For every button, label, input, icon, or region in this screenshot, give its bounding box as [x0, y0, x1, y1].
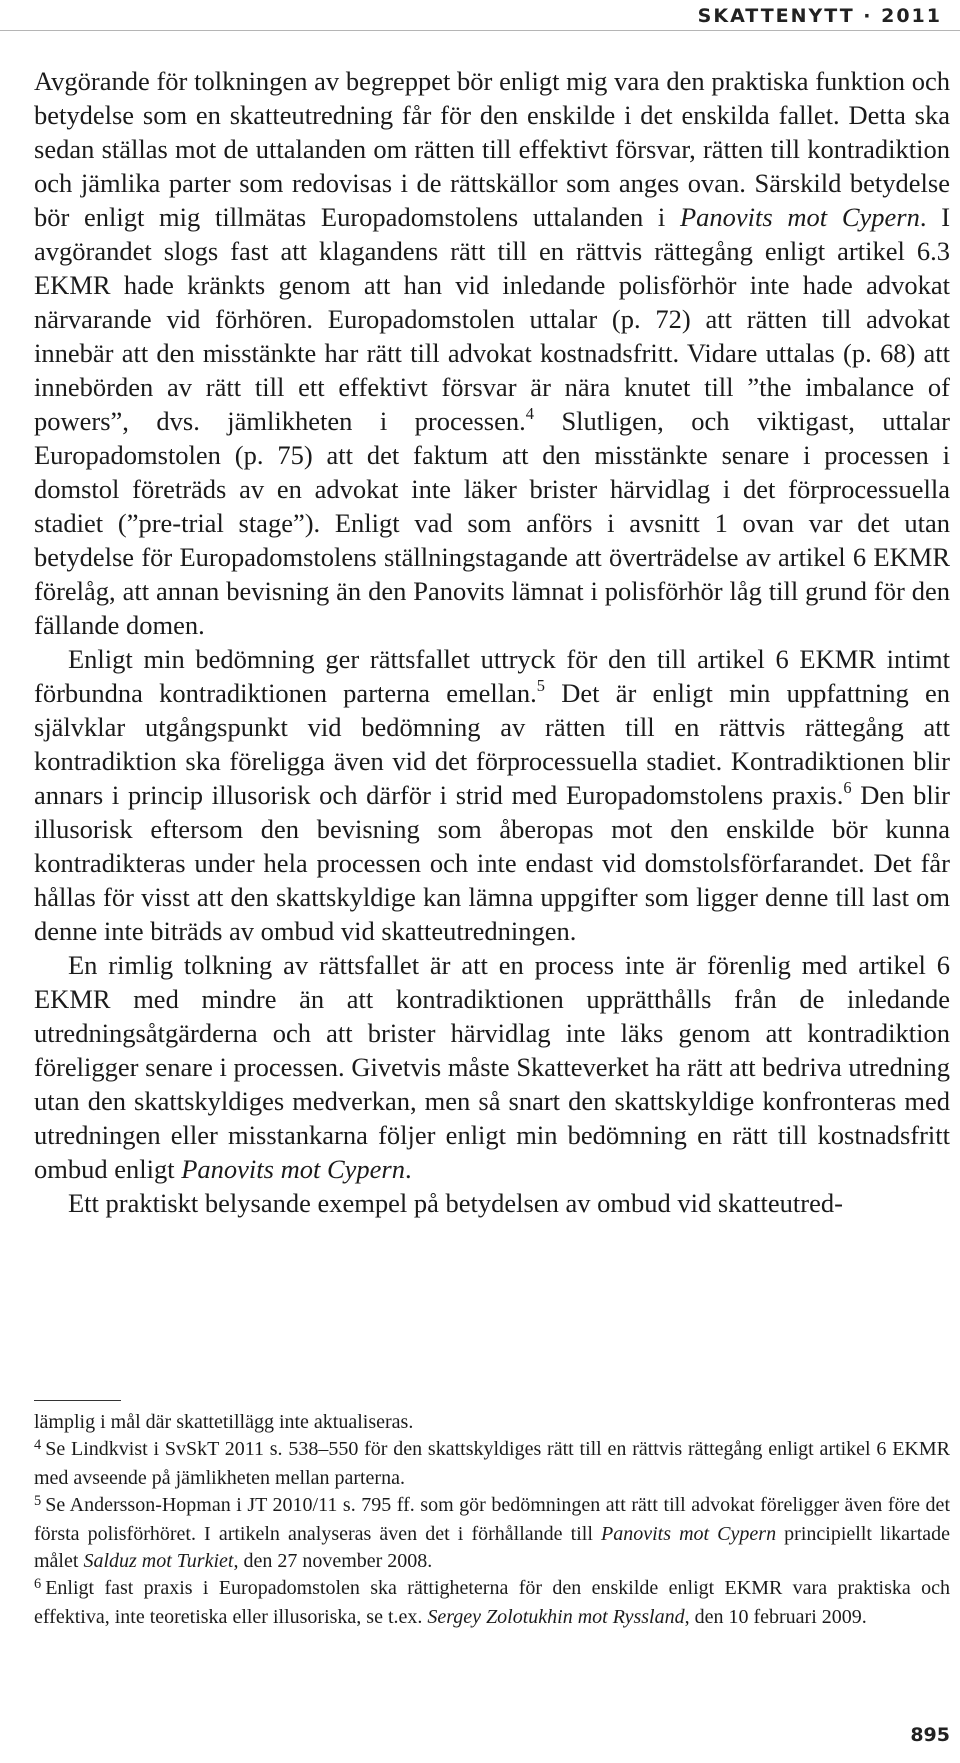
body-text: [34, 64, 950, 1220]
footnote-5: [34, 1492, 950, 1575]
case-citation-panovits: Panovits mot Cypern: [679, 202, 920, 232]
paragraph-2: [34, 642, 950, 948]
footnote-continued: lämplig i mål där skattetillägg inte aktualiseras.: [34, 1411, 414, 1433]
footnote-ref-4: 4: [525, 404, 534, 424]
footnote-5-text-b: principiellt likartade målet: [34, 1523, 951, 1572]
footnote-4: [34, 1436, 950, 1492]
paragraph-4: Ett praktiskt belysande exempel på betydelsen av ombud vid skatteutred-: [68, 1188, 843, 1218]
paragraph-1-text-c: Slutligen, och viktigast, uttalar Europadomstolen (p. 75) att det faktum att den misstänkte senare i processen i domstol företräds av en advokat inte läker brister härvidlag i det förprocessuella stadiet (”pre-trial stage”). Enligt vad som anförs i avsnitt 1 ovan var det utan betydelse för Europadomstolens ställningstagande att överträdelse av artikel 6 EKMR förelåg, att annan bevisning än den Panovits lämnat i polisförhör låg till grund för den fällande domen.: [34, 406, 950, 640]
footnote-5-text-a: Se Andersson-Hopman i JT 2010/11 s. 795 ff. som gör bedömningen att rätt till advokat föreligger även före det första polisförhöret. I artikeln analyseras även det i förhållande till: [34, 1494, 950, 1545]
footnote-5-case-panovits: Panovits mot Cypern: [600, 1523, 777, 1545]
footnote-6-number: 6: [34, 1576, 42, 1593]
header-rule: [0, 30, 960, 31]
paragraph-3-text-a: En rimlig tolkning av rättsfallet är att en process inte är förenlig med artikel 6 EKMR med mindre än att kontradiktionen upprätthålls från de inledande utredningsåtgärderna och att brister härvidlag inte läks genom att kontradiktion föreligger senare i processen. Givetvis måste Skatteverket ha rätt att bedriva utredning utan den skattskyldiges medverkan, men så snart den skattskyldige konfronteras med utredningen eller misstankarna följer enligt min bedömning en rätt till kostnadsfritt ombud enligt: [34, 950, 950, 1184]
paragraph-2-text-c: Den blir illusorisk eftersom den bevisning som åberopas mot den enskilde bör kunna kontradikteras under hela processen och inte endast vid domstolsförfarandet. Det får hållas för visst att den skattskyldige kan lämna uppgifter som ligger denne till last om denne inte biträds av ombud vid skatteutredningen.: [34, 780, 950, 946]
paragraph-3-text-b: .: [404, 1154, 412, 1184]
paragraph-3: [34, 948, 950, 1186]
paragraph-2-text-a: Enligt min bedömning ger rättsfallet uttryck för den till artikel 6 EKMR intimt förbundna kontradiktionen parterna emellan.: [34, 644, 950, 708]
paragraph-1: [34, 64, 950, 642]
paragraph-1-text-b: . I avgörandet slogs fast att klagandens rätt till en rättvis rättegång enligt artikel 6.3 EKMR hade kränkts genom att han vid inledande polisförhör inte hade advokat närvarande vid förhören. Europadomstolen uttalar (p. 72) att rätten till advokat innebär att den misstänkte har rätt till advokat kostnadsfritt. Vidare uttalas (p. 68) att innebörden av rätt till ett effektivt försvar är nära knutet till ”the imbalance of powers”, dvs. jämlikheten i processen.: [34, 202, 951, 436]
paragraph-1-text-a: Avgörande för tolkningen av begreppet bör enligt mig vara den praktiska funktion och betydelse som en skatteutredning får för den enskilde i det enskilda fallet. Detta ska sedan ställas mot de uttalanden om rätten till effektivt försvar, rätten till kontradiktion och jämlika parter som redovisas i de rättskällor som anges ovan. Särskild betydelse bör enligt mig tillmätas Europadomstolens uttalanden i: [34, 66, 950, 232]
footnote-6-case-zolotukhin: Sergey Zolotukhin mot Ryssland: [427, 1606, 685, 1628]
case-citation-panovits-2: Panovits mot Cypern: [181, 1154, 405, 1184]
footnote-6: [34, 1575, 950, 1631]
footnotes: [34, 1409, 950, 1631]
page-number: 895: [910, 1724, 950, 1746]
footnote-5-case-salduz: Salduz mot Turkiet: [83, 1550, 234, 1572]
footnote-5-number: 5: [34, 1493, 42, 1510]
footnote-4-number: 4: [34, 1437, 42, 1454]
footnote-6-text-a: Enligt fast praxis i Europadomstolen ska rättigheterna för den enskilde enligt EKMR vara praktiska och effektiva, inte teoretiska eller illusoriska, se t.ex.: [34, 1577, 950, 1628]
footnote-6-text-b: , den 10 februari 2009.: [684, 1606, 867, 1628]
footnote-ref-6: 6: [843, 778, 852, 798]
paragraph-2-text-b: Det är enligt min uppfattning en självklar utgångspunkt vid bedömning av rätten till en rättvis rättegång att kontradiktion ska föreligga även vid det förprocessuella stadiet. Kontradiktionen blir annars i princip illusorisk och därför i strid med Europadomstolens praxis.: [34, 678, 950, 810]
footnote-5-text-c: , den 27 november 2008.: [233, 1550, 433, 1572]
running-header: SKATTENYTT · 2011: [697, 5, 942, 27]
footnote-ref-5: 5: [536, 676, 545, 696]
footnote-rule: [34, 1400, 121, 1401]
footnote-4-text: Se Lindkvist i SvSkT 2011 s. 538–550 för den skattskyldiges rätt till en rättvis rättegång enligt artikel 6 EKMR med avseende på jämlikheten mellan parterna.: [34, 1438, 950, 1489]
